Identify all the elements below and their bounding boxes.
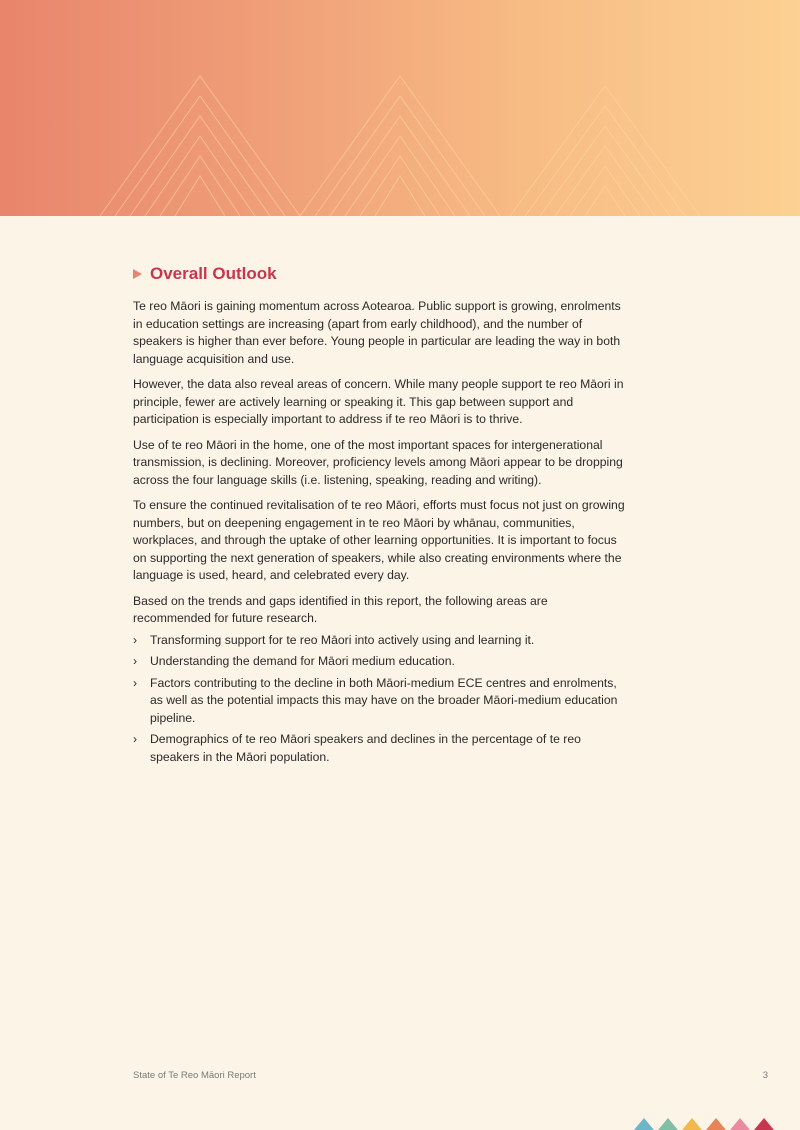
list-item-text: Understanding the demand for Māori medium education. (150, 654, 455, 668)
triangle-bullet-icon (133, 269, 142, 279)
triangle-pattern-icon (0, 0, 800, 216)
chevron-right-icon: › (133, 632, 138, 647)
paragraph-2: However, the data also reveal areas of concern. While many people support te reo Māori in principle, fewer are actively learning or speaking it. This gap between support and participation is especially important to address if te reo Māori is to thrive. (133, 377, 624, 426)
list-item-text: Demographics of te reo Māori speakers and declines in the percentage of te reo speakers in the Māori population. (150, 732, 581, 764)
header-banner (0, 0, 800, 216)
chevron-right-icon: › (133, 732, 138, 746)
paragraph-1: Te reo Māori is gaining momentum across Aotearoa. Public support is growing, enrolments in education settings are increasing (apart from early childhood), and the number of speakers is higher than ever before. Young people in particular are leading the way in both language acquisition and use. (133, 299, 621, 366)
list-item (133, 731, 628, 766)
list-item-text: Factors contributing to the decline in both Māori-medium ECE centres and enrolments, as well as the potential impacts this may have on the broader Māori-medium education pipeline. (150, 675, 618, 725)
chevron-right-icon: › (133, 675, 138, 690)
list-item (133, 675, 628, 728)
decorative-triangles-icon (634, 1116, 778, 1130)
list-item (133, 653, 628, 671)
list-item-text: Transforming support for te reo Māori into actively using and learning it. (150, 632, 535, 647)
main-content (133, 264, 628, 770)
footer-report-title: State of Te Reo Māori Report (133, 1070, 256, 1081)
list-item (133, 632, 628, 650)
section-title: Overall Outlook (150, 264, 277, 283)
page-number: 3 (762, 1070, 768, 1081)
research-areas-list (133, 632, 628, 767)
paragraph-3: Use of te reo Māori in the home, one of the most important spaces for intergenerational transmission, is declining. Moreover, proficiency levels among Māori appear to be dropping across the four language skills (i.e. listening, speaking, reading and writing). (133, 437, 623, 487)
paragraph-4: To ensure the continued revitalisation of te reo Māori, efforts must focus not just on growing numbers, but on deepening engagement in te reo Māori by whānau, communities, workplaces, and through the uptake of other learning opportunities. It is important to focus on supporting the next generation of speakers, while also creating environments where the language is used, heard, and celebrated every day. (133, 498, 625, 582)
section-heading (133, 264, 628, 284)
chevron-right-icon: › (133, 654, 138, 668)
paragraph-5: Based on the trends and gaps identified in this report, the following areas are recommended for future research. (133, 593, 548, 625)
